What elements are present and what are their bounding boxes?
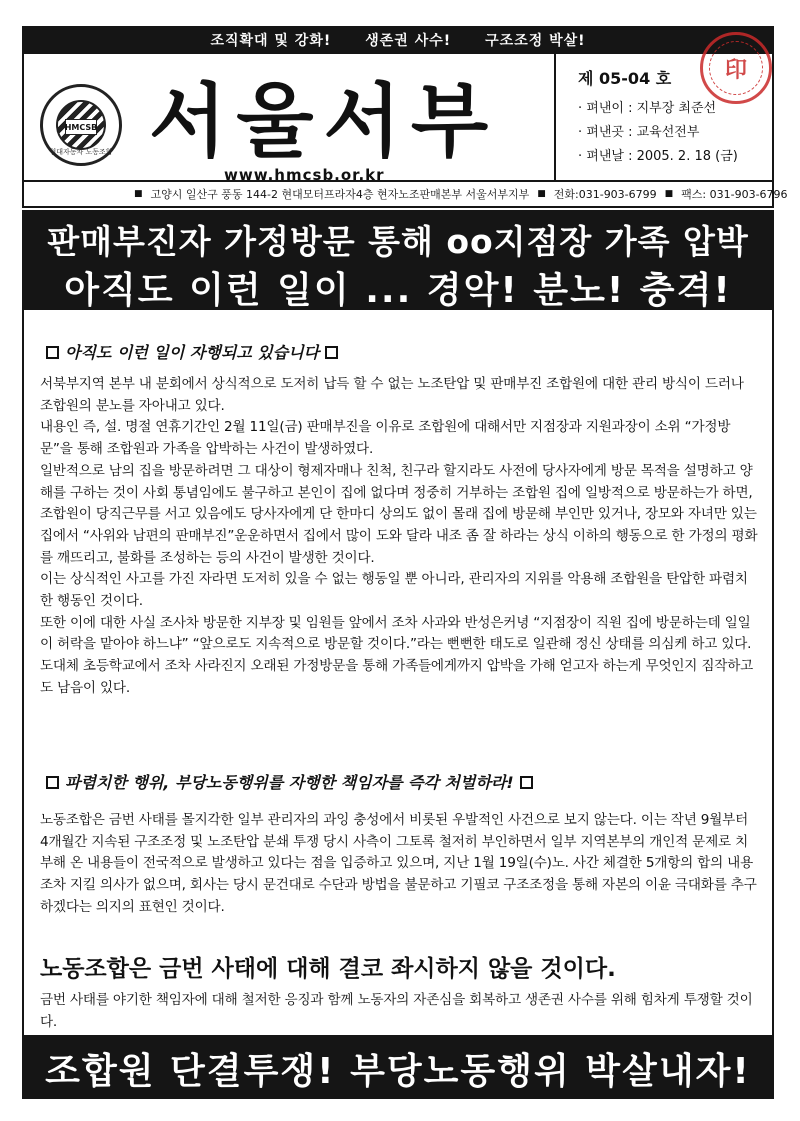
bullet-icon: ■ bbox=[664, 189, 674, 199]
website-url: www.hmcsb.or.kr bbox=[224, 166, 385, 184]
emphasis-statement: 노동조합은 금번 사태에 대해 결코 좌시하지 않을 것이다. bbox=[40, 956, 616, 982]
issue-number: 제 05-04 호 bbox=[578, 69, 672, 88]
section-heading-text: 아직도 이런 일이 자행되고 있습니다 bbox=[65, 343, 320, 362]
section-2-text bbox=[40, 810, 760, 919]
paragraph: 이는 상식적인 사고를 가진 자라면 도저히 있을 수 없는 행동일 뿐 아니라, 관리자의 지위를 악용해 조합원을 탄압한 파렴치한 행동인 것이다. bbox=[40, 571, 748, 610]
slogan-bar bbox=[22, 26, 774, 54]
section-heading-1 bbox=[40, 340, 344, 363]
stamp-text: 印 bbox=[724, 57, 747, 83]
address-bar bbox=[22, 182, 788, 208]
fax-number: 팩스: 031-903-6796 bbox=[681, 188, 788, 201]
paragraph: 일반적으로 남의 집을 방문하려면 그 대상이 형제자매나 친척, 친구라 할지라도 사전에 당사자에게 방문 목적을 설명하고 양해를 구하는 것이 사회 통념임에도 불구하고 본인이 집에 없다며 정중히 거부하는 조합원 집에 일방적으로 방문하는가 하면, 조합원이 당직근무를 서고 있음에도 당사자에게 단 한마디 상의도 없이 몰래 집에 방문해 부인만 있거나, 장모와 자녀만 있는 집에서 “사위와 남편의 판매부진”운운하면서 집에서 많이 도와 달라 내조 좀 잘 하라는 상식 이하의 행동으로 한 가정의 평화를 깨뜨리고, 불화를 조성하는 등의 사건이 발생한 것이다. bbox=[40, 462, 758, 566]
section-1-text bbox=[40, 374, 760, 700]
closing-text: 금번 사태를 야기한 책임자에 대해 철저한 응징과 함께 노동자의 자존심을 회복하고 생존권 사수를 위해 힘차게 투쟁할 것이다. bbox=[40, 992, 753, 1030]
bullet-icon: ■ bbox=[134, 189, 143, 199]
headline-line-1: 판매부진자 가정방문 통해 oo지점장 가족 압박 bbox=[47, 222, 749, 261]
union-logo-icon bbox=[40, 84, 122, 166]
checkbox-square-icon bbox=[520, 776, 533, 789]
newsletter-page bbox=[22, 26, 788, 1099]
paragraph: 내용인 즉, 설. 명절 연휴기간인 2월 11일(금) 판매부진을 이유로 조합원에 대해서만 지점장과 지원과장이 소위 “가정방문”을 통해 조합원과 가족을 압박하는 사건이 발생하였다. bbox=[40, 419, 731, 458]
footer-slogan-banner: 조합원 단결투쟁! 부당노동행위 박살내자! bbox=[22, 1037, 774, 1099]
slogan-2: 생존권 사수! bbox=[365, 33, 452, 49]
red-seal-stamp-icon bbox=[700, 32, 772, 104]
newsletter-title: 서울서부 bbox=[149, 75, 499, 168]
slogan-3: 구조조정 박살! bbox=[485, 33, 586, 49]
slogan-1: 조직확대 및 강화! bbox=[210, 33, 332, 49]
paragraph: 도대체 초등학교에서 조차 사라진지 오래된 가정방문을 통해 가족들에게까지 압박을 가해 얻고자 하는게 무엇인지 짐작하고도 남음이 있다. bbox=[40, 658, 754, 696]
section-heading-2 bbox=[40, 770, 539, 793]
article-body bbox=[22, 310, 774, 1037]
address-text: 고양시 일산구 풍동 144-2 현대모터프라자4층 현자노조판매본부 서울서부지부 bbox=[150, 188, 530, 201]
checkbox-square-icon bbox=[46, 776, 59, 789]
logo-ring-text: 현대자동차 노동조합 bbox=[49, 148, 113, 156]
logo-text: HMCSB bbox=[65, 119, 97, 135]
headline-banner bbox=[22, 210, 774, 310]
publishing-department-line: · 펴낸곳 : 교육선전부 bbox=[578, 125, 700, 140]
paragraph: 노동조합은 금번 사태를 몰지각한 일부 관리자의 과잉 충성에서 비롯된 우발적인 사건으로 보지 않는다. 이는 작년 9월부터 4개월간 지속된 구조조정 및 노조탄압 분쇄 투쟁 당시 사측이 그토록 철저히 부인하면서 일부 지역본부의 개인적 문제로 치부해 온 내용들이 전국적으로 발생하고 있다는 점을 입증하고 있으며, 지난 1월 19일(수)노. 사간 체결한 5개항의 합의 내용조차 지킬 의사가 없으며, 회사는 당시 문건대로 수단과 방법을 불문하고 기필코 구조조정을 통해 자본의 이윤 극대화를 추구하겠다는 의지의 표현인 것이다. bbox=[40, 812, 757, 915]
checkbox-square-icon bbox=[325, 346, 338, 359]
section-heading-text: 파렴치한 행위, 부당노동행위를 자행한 책임자를 즉각 처벌하라! bbox=[65, 773, 514, 792]
paragraph: 서북부지역 본부 내 분회에서 상식적으로 도저히 납득 할 수 없는 노조탄압 및 판매부진 조합원에 대한 관리 방식이 드러나 조합원의 분노를 자아내고 있다. bbox=[40, 376, 744, 414]
phone-number: 전화:031-903-6799 bbox=[553, 188, 657, 201]
masthead bbox=[22, 54, 774, 182]
paragraph: 또한 이에 대한 사실 조사차 방문한 지부장 및 임원들 앞에서 조차 사과와 반성은커녕 “지점장이 직원 집에 방문하는데 일일이 허락을 맡아야 하느냐” “앞으로도 지속적으로 방문할 것이다.”라는 뻔뻔한 태도로 일관해 정신 상태를 의심케 하고 있다. bbox=[40, 614, 752, 653]
checkbox-square-icon bbox=[46, 346, 59, 359]
publisher-line: · 펴낸이 : 지부장 최준선 bbox=[578, 101, 717, 116]
publish-date-line: · 펴낸날 : 2005. 2. 18 (금) bbox=[578, 149, 738, 164]
headline-line-2: 아직도 이런 일이 ... 경악! 분노! 충격! bbox=[64, 270, 732, 311]
bullet-icon: ■ bbox=[537, 189, 546, 199]
